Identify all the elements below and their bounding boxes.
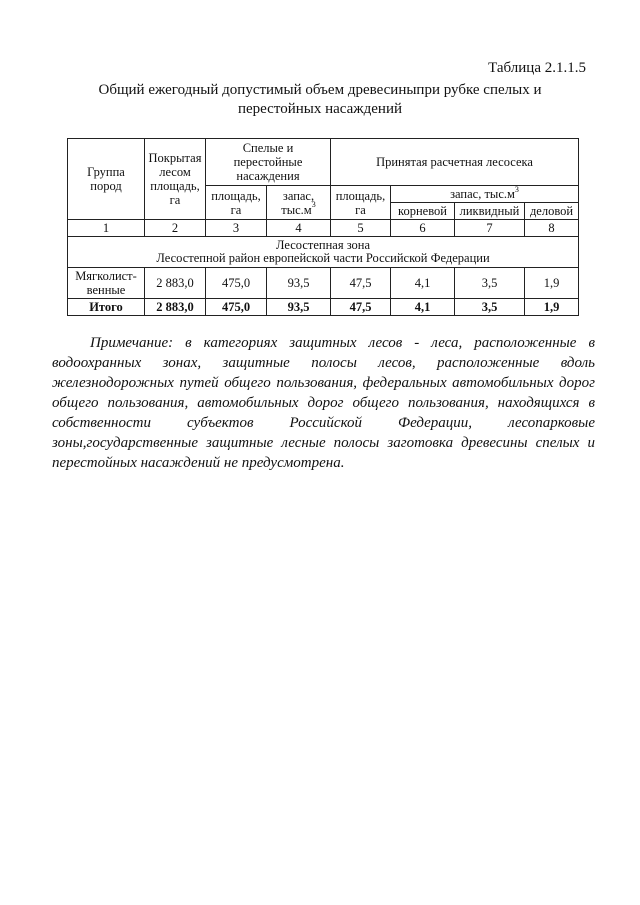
table-cell: 4,1 [391,268,455,299]
species-group-cell: Мягколист- венные [68,268,145,299]
header-covered-area: Покрытая лесом площадь, га [145,139,206,220]
caption-line-2: перестойных насаждений [237,101,403,117]
table-cell: 93,5 [267,268,331,299]
column-number: 7 [455,220,525,237]
column-number: 1 [68,220,145,237]
table-note: Примечание: в категориях защитных лесов - леса, расположенные в водоохранных зонах, защитные полосы лесов, расположенные вдоль железнодорожных путей общего пользования, федеральных автомобильных дорог общего пользования, автомобильных дорог общего пользования, находящихся в собственности субъектов Российской Федерации, лесопарковые зоны,государственные защитные лесные полосы заготовка древесины спелых и перестойных насаждений не предусмотрена. [52,335,595,471]
header-mature-stands: Спелые и перестойные насаждения [206,139,331,186]
caption-line-1: Общий ежегодный допустимый объем древесиныпри рубке спелых и [98,82,542,98]
table-caption [60,81,580,119]
allowable-volume-table [67,138,579,316]
table-cell: 1,9 [525,268,579,299]
header-root: корневой [391,203,455,220]
header-accepted-cut: Принятая расчетная лесосека [331,139,579,186]
column-number: 5 [331,220,391,237]
total-cell: 93,5 [267,299,331,316]
region-name: Лесостепной район европейской части Российской Федерации [156,251,490,265]
total-cell: 4,1 [391,299,455,316]
table-cell: 47,5 [331,268,391,299]
column-number: 6 [391,220,455,237]
table-row [68,268,579,299]
header-liquid: ликвидный [455,203,525,220]
total-label: Итого [68,299,145,316]
total-cell: 1,9 [525,299,579,316]
zone-cell [68,237,579,268]
table-cell: 475,0 [206,268,267,299]
table-number-label: Таблица 2.1.1.5 [488,60,586,76]
column-number: 4 [267,220,331,237]
total-cell: 47,5 [331,299,391,316]
table-cell: 2 883,0 [145,268,206,299]
column-number: 8 [525,220,579,237]
column-number-row [68,220,579,237]
header-accepted-stock: запас, $тыс.м^3$ [391,186,579,203]
column-number: 2 [145,220,206,237]
zone-row [68,237,579,268]
total-cell: 2 883,0 [145,299,206,316]
table-cell: 3,5 [455,268,525,299]
zone-name: Лесостепная зона [275,238,371,252]
header-mature-area: площадь, га [206,186,267,220]
total-cell: 3,5 [455,299,525,316]
header-accepted-area: площадь, га [331,186,391,220]
total-row [68,299,579,316]
column-number: 3 [206,220,267,237]
total-cell: 475,0 [206,299,267,316]
header-group: Группа пород [68,139,145,220]
header-mature-stock: запас, $тыс.м^3$ [267,186,331,220]
header-commercial: деловой [525,203,579,220]
